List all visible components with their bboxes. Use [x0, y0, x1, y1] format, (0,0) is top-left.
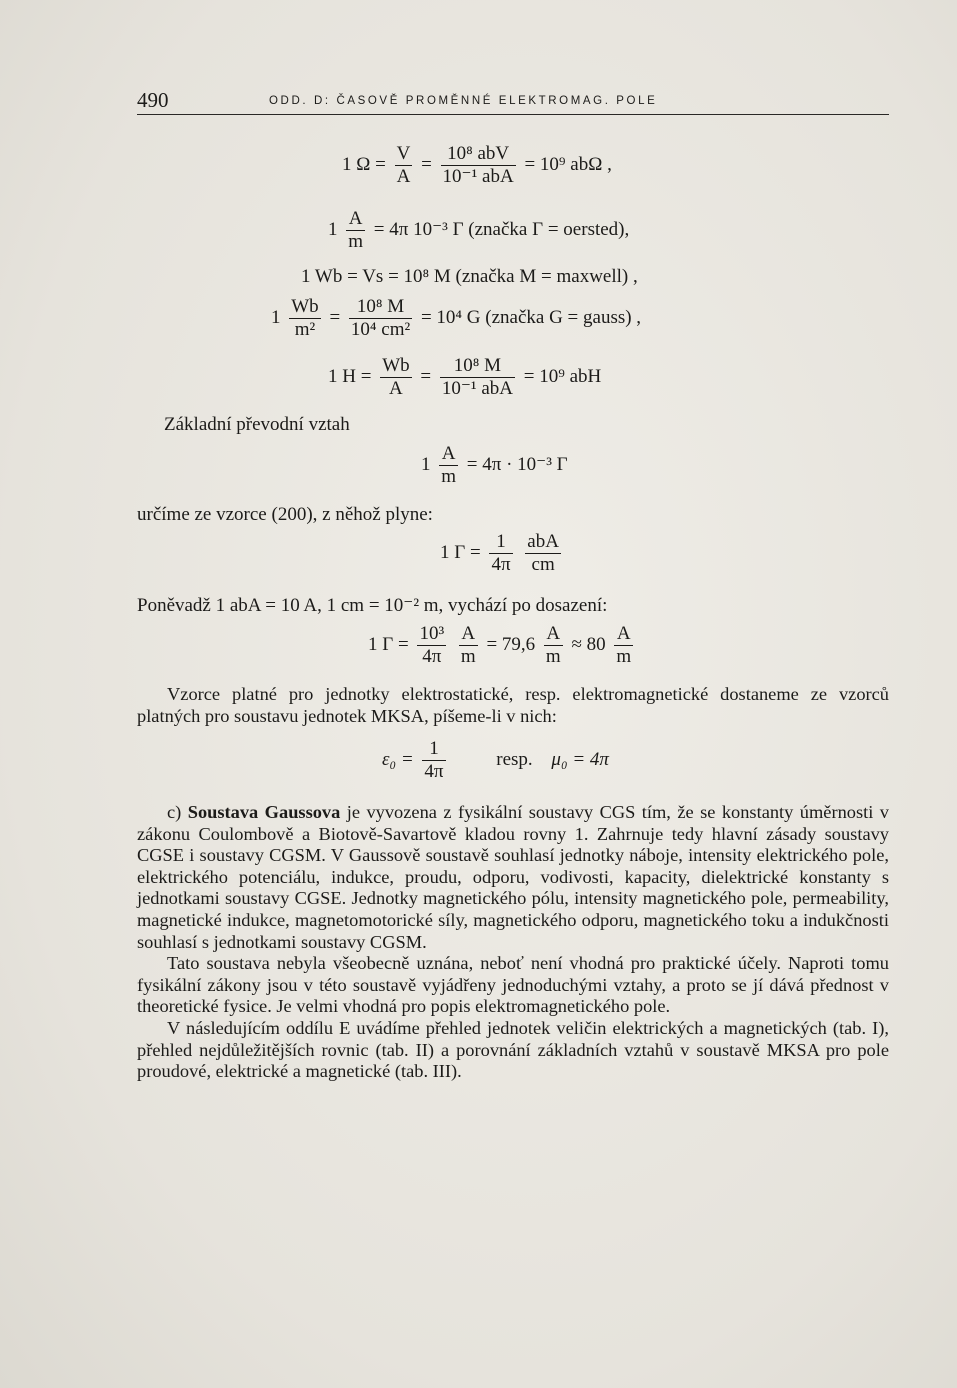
fraction: $\frac{Wb}{\text{m²}}$ [291, 296, 319, 340]
eq-rhs: = 4π · 10⁻³ Γ [466, 453, 568, 475]
fraction: $\frac{1}{4\pi}$ [491, 531, 511, 575]
eq-lhs: 1 Γ = [440, 541, 481, 563]
paragraph-next-section: V následujícím oddílu E uvádíme přehled jednotek veličin elektrických a magnetických (tab. I), přehled nejdůležitějších rovnic (tab. II) a porovnání základních vztahů v soustavě MKSA pro pole proudové, elektrické a magnetické (tab. III). [137, 1017, 889, 1082]
equation-henry [328, 355, 601, 400]
eq-lhs: 1 H = [328, 365, 372, 387]
equation-gamma [440, 531, 565, 576]
body-text [137, 802, 889, 1083]
eq-lhs: 1 Ω = [342, 153, 386, 175]
running-header [137, 88, 889, 115]
since-text: Poněvadž 1 abA = 10 A, 1 cm = 10⁻² m, vychází po dosazení: [137, 595, 608, 616]
eq-rhs: = 10⁴ G (značka G = gauss) , [420, 306, 642, 328]
eq-lhs: ε₀ = [382, 748, 414, 770]
eq-rhs: = 10⁹ abΩ , [524, 153, 612, 175]
fraction: $\frac{A}{m}$ [441, 443, 457, 487]
equation-eps [382, 738, 609, 783]
equation-gauss [271, 296, 641, 341]
equation-weber [301, 266, 638, 288]
eq-lhs: 1 Γ = [368, 633, 409, 655]
equation-ohm [342, 143, 612, 188]
equation-oersted [328, 208, 629, 253]
fraction: $\frac{V}{A}$ [396, 143, 411, 187]
fraction: $\frac{\text{abA}}{cm}$ [527, 531, 559, 575]
equation-gamma-result [368, 623, 637, 668]
formulas-paragraph: Vzorce platné pro jednotky elektrostatické, resp. elektromagnetické dostaneme ze vzorců platných pro soustavu jednotek MKSA, píšeme-li v nich: [137, 684, 889, 726]
running-title: ODD. D: ČASOVĚ PROMĚNNÉ ELEKTROMAG. POLE [269, 95, 658, 107]
basic-label: Základní převodní vztah [164, 414, 350, 435]
eq-text: 1 Wb = Vs = 10⁸ M (značka M = maxwell) , [301, 266, 638, 287]
eq-mu: μ₀ = 4π [551, 748, 609, 770]
fraction: $\frac{\text{10⁸ M}}{\text{10⁴ cm²}}$ [350, 296, 411, 340]
fraction: $\frac{Wb}{A}$ [382, 355, 410, 399]
fraction: $\frac{1}{4\pi}$ [424, 738, 444, 782]
eq-lhs: 1 [421, 453, 431, 475]
eq-sign: = [420, 365, 432, 387]
equation-basic [421, 443, 568, 488]
eq-rhs: = 4π 10⁻³ Γ (značka Γ = oersted), [373, 218, 630, 240]
paragraph-gauss: c) Soustava Gaussova je vyvozena z fysikální soustavy CGS tím, že se konstanty úměrnosti v zákonu Coulombově a Biotově-Savartově kladou rovny 1. Zahrnuje tedy hlavní zásady soustavy CGSE i soustavy CGSM. V Gaussově soustavě souhlasí jednotky náboje, intensity elektrického pole, elektrického potenciálu, indukce, proudu, odporu, vodivosti, kapacity, dielektrické konstanty s jednotkami soustavy CGSE. Jednotky magnetického pólu, intensity magnetického pole, permeability, magnetické indukce, magnetomotorické síly, magnetického odporu, magnetického toku a indukčnosti souhlasí s jednotkami soustavy CGSM. [137, 802, 889, 952]
eq-mid: = 79,6 [486, 633, 536, 655]
fraction: $\frac{A}{m}$ [545, 623, 561, 667]
eq-lhs: 1 [271, 306, 281, 328]
from-formula-text: určíme ze vzorce (200), z něhož plyne: [137, 504, 433, 525]
eq-resp: resp. [496, 748, 533, 770]
eq-rhs: = 10⁹ abH [523, 365, 602, 387]
paragraph-not-accepted: Tato soustava nebyla všeobecně uznána, neboť není vhodná pro praktické účely. Naproti tomu fysikální zákony jsou v této soustavě vyjádřeny jednoduchými vztahy, a proto se jí dává přednost v theoretické fysice. Je velmi vhodná pro popis elektromagnetického pole. [137, 953, 889, 1017]
eq-sign: = [421, 153, 432, 175]
fraction: $\frac{A}{m}$ [616, 623, 632, 667]
page-number: 490 [137, 88, 169, 112]
fraction: $\frac{\text{10⁸ abV}}{\text{10⁻¹ abA}}$ [442, 143, 514, 187]
eq-lhs: 1 [328, 218, 338, 240]
fraction: $\frac{\text{10³}}{4\pi}$ [419, 623, 445, 667]
fraction: $\frac{\text{10⁸ M}}{\text{10⁻¹ abA}}$ [441, 355, 513, 399]
fraction: $\frac{A}{m}$ [348, 208, 364, 252]
eq-approx: ≈ 80 [571, 633, 606, 655]
eq-sign: = [329, 306, 341, 328]
fraction: $\frac{A}{m}$ [460, 623, 476, 667]
